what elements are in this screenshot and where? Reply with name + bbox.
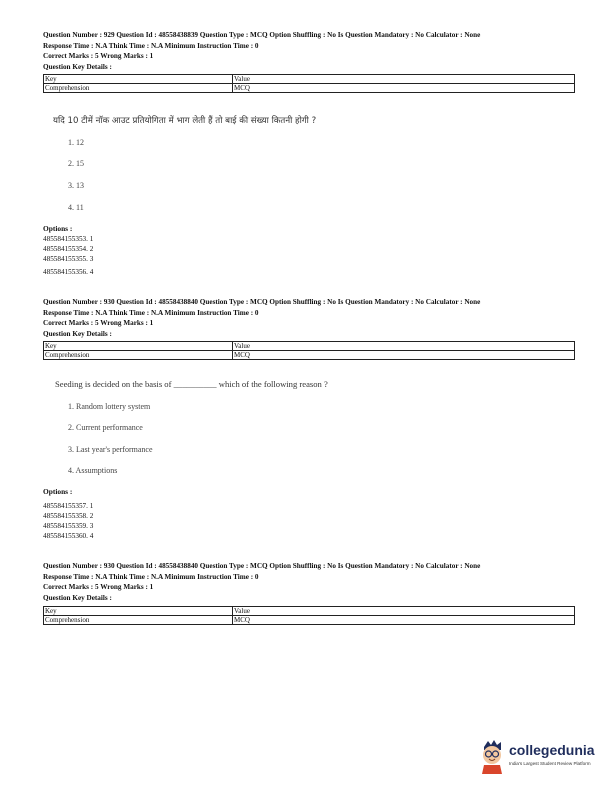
choice-2: 2. Current performance (68, 423, 143, 432)
question-930 (43, 297, 575, 540)
choice-4: 4. Assumptions (68, 466, 118, 475)
logo-brand-text: collegedunia (509, 742, 595, 758)
meta-line-key-details: Question Key Details : (43, 329, 112, 338)
option-id: 485584155359. 3 (43, 522, 94, 530)
option-id: 485584155356. 4 (43, 268, 94, 276)
key-details-table (43, 74, 575, 93)
meta-line-key-details: Question Key Details : (43, 62, 112, 71)
question-930-repeat (43, 561, 575, 624)
meta-line-marks: Correct Marks : 5 Wrong Marks : 1 (43, 52, 154, 61)
option-id: 485584155358. 2 (43, 512, 94, 520)
option-id-list (43, 234, 93, 277)
meta-line-time: Response Time : N.A Think Time : N.A Minimum Instruction Time : 0 (43, 41, 259, 50)
table-cell-value: MCQ (233, 351, 575, 360)
meta-line-number: Question Number : 929 Question Id : 48558438839 Question Type : MCQ Option Shuffling : No Is Question Mandatory : No Calculator : None (43, 31, 481, 39)
choice-1: 1. 12 (68, 138, 84, 147)
table-cell-value: MCQ (233, 616, 575, 625)
table-head-key: Key (44, 75, 233, 84)
meta-line-time: Response Time : N.A Think Time : N.A Minimum Instruction Time : 0 (43, 572, 259, 581)
logo-tagline: India's Largest Student Review Platform (509, 761, 591, 766)
meta-line-marks: Correct Marks : 5 Wrong Marks : 1 (43, 319, 154, 328)
choice-4: 4. 11 (68, 203, 84, 212)
meta-line-time: Response Time : N.A Think Time : N.A Minimum Instruction Time : 0 (43, 308, 259, 317)
choice-1: 1. Random lottery system (68, 402, 151, 411)
choice-2: 2. 15 (68, 159, 84, 168)
meta-line-number: Question Number : 930 Question Id : 48558438840 Question Type : MCQ Option Shuffling : No Is Question Mandatory : No Calculator : None (43, 298, 481, 306)
option-id: 485584155355. 3 (43, 255, 94, 263)
options-label: Options : (43, 224, 73, 233)
key-details-table (43, 606, 575, 625)
meta-line-number: Question Number : 930 Question Id : 48558438840 Question Type : MCQ Option Shuffling : No Is Question Mandatory : No Calculator : None (43, 562, 481, 570)
collegedunia-logo (476, 738, 600, 774)
question-text: Seeding is decided on the basis of __________ which of the following reason ? (55, 379, 328, 389)
table-head-value: Value (233, 75, 575, 84)
option-id-list (43, 501, 93, 541)
options-label: Options : (43, 487, 73, 496)
option-id: 485584155357. 1 (43, 502, 94, 510)
option-id: 485584155353. 1 (43, 235, 94, 243)
choice-3: 3. 13 (68, 181, 84, 190)
table-head-key: Key (44, 607, 233, 616)
question-meta (43, 30, 575, 72)
meta-line-key-details: Question Key Details : (43, 593, 112, 602)
choice-3: 3. Last year's performance (68, 445, 153, 454)
question-meta (43, 297, 575, 339)
meta-line-marks: Correct Marks : 5 Wrong Marks : 1 (43, 583, 154, 592)
key-details-table (43, 341, 575, 360)
question-meta (43, 561, 575, 603)
question-text: यदि 10 टीमें नॉक आउट प्रतियोगिता में भाग लेती हैं तो बाई की संख्या कितनी होगी ? (53, 116, 317, 126)
table-head-key: Key (44, 342, 233, 351)
table-cell-key: Comprehension (44, 616, 233, 625)
table-head-value: Value (233, 342, 575, 351)
table-head-value: Value (233, 607, 575, 616)
mascot-icon (476, 738, 508, 774)
table-cell-key: Comprehension (44, 84, 233, 93)
option-id: 485584155354. 2 (43, 245, 94, 253)
table-cell-key: Comprehension (44, 351, 233, 360)
option-id: 485584155360. 4 (43, 532, 94, 540)
question-929 (43, 30, 575, 276)
table-cell-value: MCQ (233, 84, 575, 93)
